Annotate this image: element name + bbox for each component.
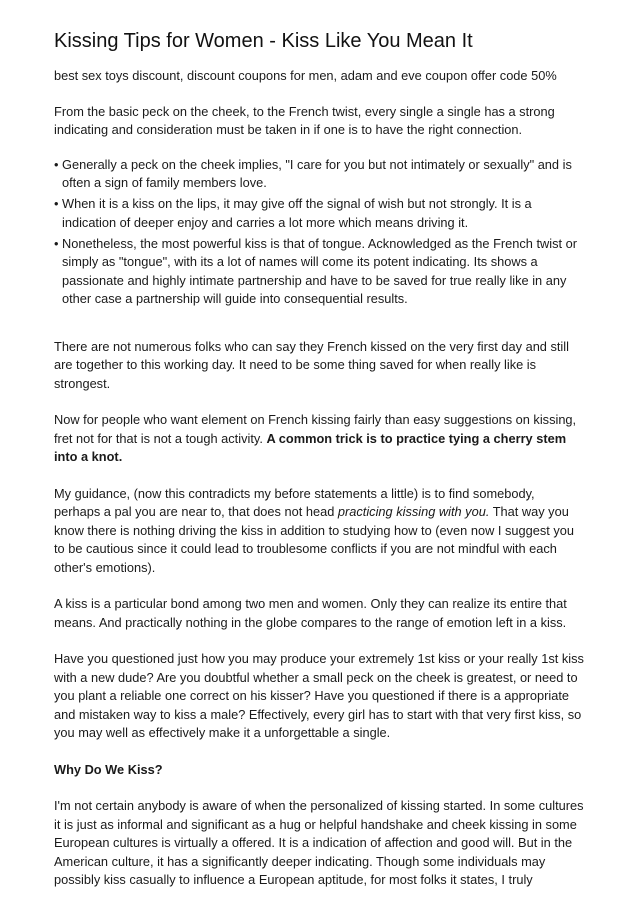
intro-paragraph: From the basic peck on the cheek, to the French twist, every single a single has a strong indicating and consideration must be taken in if one is to have the right connection.: [54, 103, 555, 137]
list-item: • Nonetheless, the most powerful kiss is that of tongue. Acknowledged as the French twist or simply as "tongue", with its a lot of names will come its potent indicating. Its shows a passionate and highly intimate partnership and have to be saved for true really like in any other case a partnership will guide into consequential results.: [54, 235, 584, 309]
list-item: • Generally a peck on the cheek implies, "I care for you but not intimately or sexually" and is often a sign of family members love.: [54, 156, 584, 193]
section-heading-text: Why Do We Kiss?: [54, 761, 163, 777]
paragraph-kissing-custom: I'm not certain anybody is aware of when the personalized of kissing started. In some cultures it is just as informal and significant as a hug or helpful handshake and cheek kissing in some European cultures is virtually a offered. It is a indication of affection and good will. But in the American culture, it has a significantly deeper indicating. Though some individuals may possibly kiss casually to influence a European aptitude, for most folks it states, I truly: [54, 798, 584, 887]
paragraph-bond: A kiss is a particular bond among two men and women. Only they can realize its entire that means. And practically nothing in the globe compares to the range of emotion left in a kiss.: [54, 596, 567, 630]
italic-emphasis: practicing kissing with you.: [337, 504, 490, 519]
paragraph-french-kiss-first-day: There are not numerous folks who can say they French kissed on the very first day and still are together to this working day. It need to be some thing saved for when really like is strongest.: [54, 338, 569, 391]
subtitle-keywords: best sex toys discount, discount coupons for men, adam and eve coupon offer code 50%: [54, 68, 557, 83]
bold-tip: A common trick is to practice tying a cherry stem into a knot.: [54, 430, 567, 464]
section-heading: [54, 761, 584, 780]
bullet-list: [54, 156, 584, 309]
paragraph-text: That way you know there is nothing driving the kiss in addition to studying how to (even now I suggest you to be cautious since it could lead to troublesome conflicts if you are not mindful with each other's emotions).: [54, 504, 574, 575]
list-item: • When it is a kiss on the lips, it may give off the signal of wish but not strongly. It is a indication of deeper enjoy and carries a lot more which means driving it.: [54, 195, 584, 232]
paragraph-french-kissing-detail: [54, 411, 584, 467]
page-title: Kissing Tips for Women - Kiss Like You Mean It: [54, 30, 473, 52]
paragraph-guidance: [54, 485, 584, 578]
paragraph-first-kiss: Have you questioned just how you may produce your extremely 1st kiss or your really 1st kiss with a new dude? Are you doubtful whether a small peck on the cheek is greatest, or need to you plant a reliable one correct on his kisser? Have you questioned if there is a appropriate and mistaken way to kiss a male? Effectively, every girl has to start with that very first kiss, so you may well as effectively make it a unforgettable a single.: [54, 651, 584, 740]
paragraph-text: My guidance, (now this contradicts my before statements a little) is to find somebody, perhaps a pal you are near to, that does not head: [54, 485, 535, 519]
paragraph-text: Now for people who want element on French kissing fairly than easy suggestions on kissing, fret not for that is not a tough activity.: [54, 412, 577, 446]
